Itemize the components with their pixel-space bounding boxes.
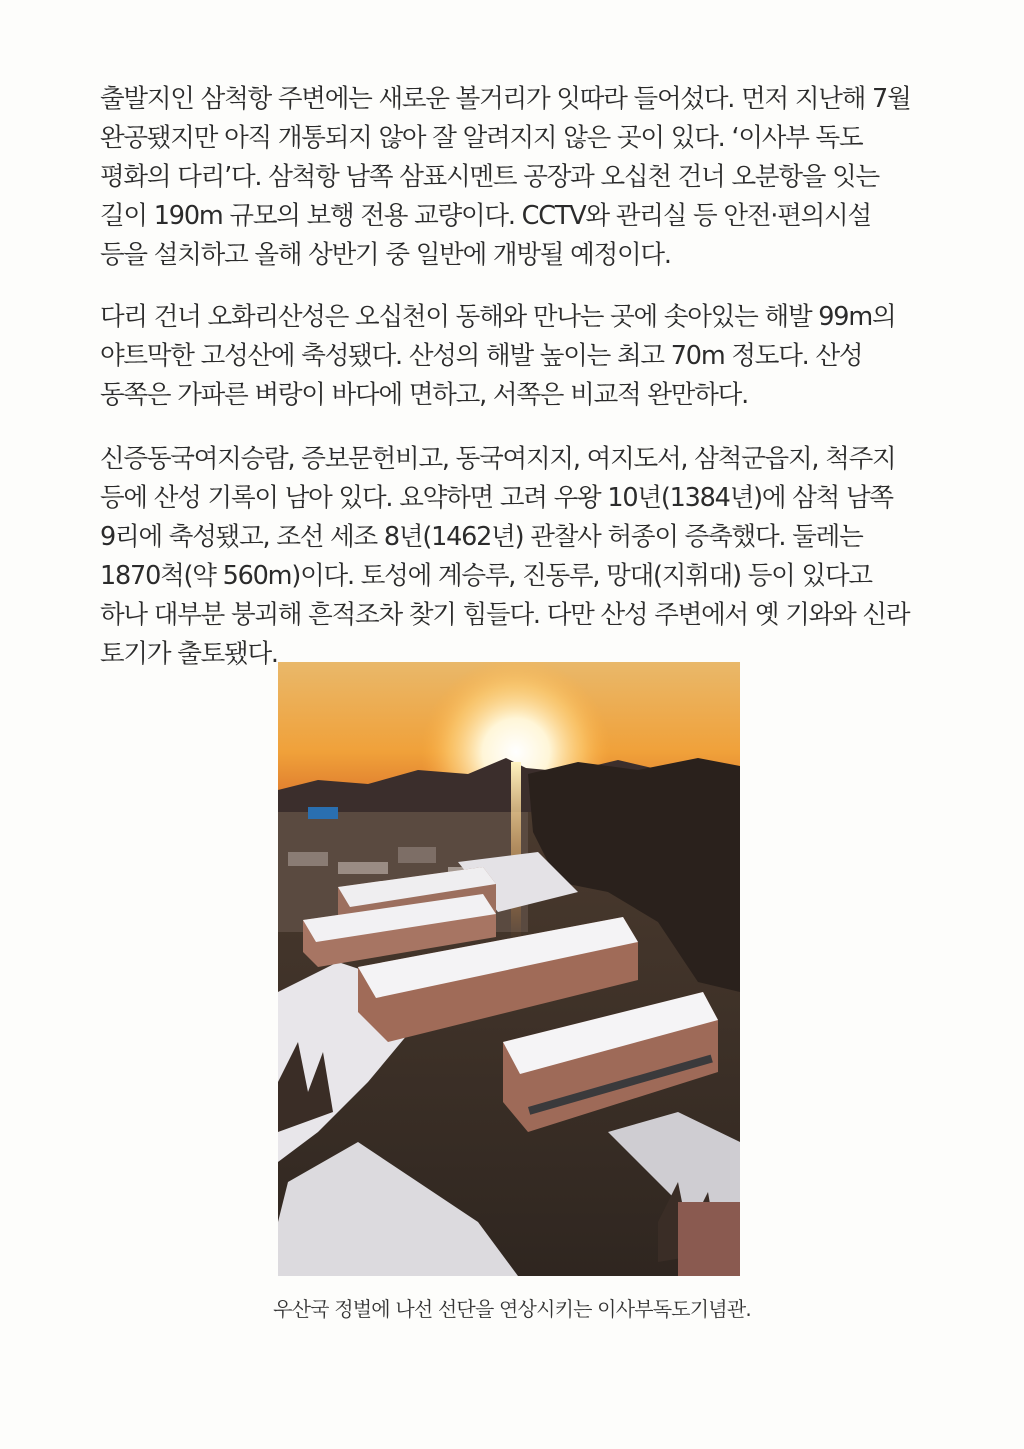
paragraph-3: 신증동국여지승람, 증보문헌비고, 동국여지지, 여지도서, 삼척군읍지, 척주지 등에 산성 기록이 남아 있다. 요약하면 고려 우왕 10년(1384년)에 삼척 남쪽 9리에 축성됐고, 조선 세조 8년(1462년) 관찰사 허종이 증축했다. 둘레는 1870척(약 560m)이다. 토성에 계승루, 진동루, 망대(지휘대) 등이 있다고 하나 대부분 붕괴해 흔적조차 찾기 힘들다. 다만 산성 주변에서 옛 기와와 신라 토기가 출토됐다. (100, 444, 910, 669)
memorial-hall-photo (278, 662, 740, 1276)
paragraph-1: 출발지인 삼척항 주변에는 새로운 볼거리가 잇따라 들어섰다. 먼저 지난해 7월 완공됐지만 아직 개통되지 않아 잘 알려지지 않은 곳이 있다. ‘이사부 독도 평화의 다리’다. 삼척항 남쪽 삼표시멘트 공장과 오십천 건너 오분항을 잇는 길이 190m 규모의 보행 전용 교량이다. CCTV와 관리실 등 안전·편의시설 등을 설치하고 올해 상반기 중 일반에 개방될 예정이다. (100, 84, 911, 270)
photo-caption: 우산국 정벌에 나선 선단을 연상시키는 이사부독도기념관. (273, 1297, 751, 1321)
paragraph-2: 다리 건너 오화리산성은 오십천이 동해와 만나는 곳에 솟아있는 해발 99m의 야트막한 고성산에 축성됐다. 산성의 해발 높이는 최고 70m 정도다. 산성 동쪽은 가파른 벼랑이 바다에 면하고, 서쪽은 비교적 완만하다. (100, 302, 896, 410)
